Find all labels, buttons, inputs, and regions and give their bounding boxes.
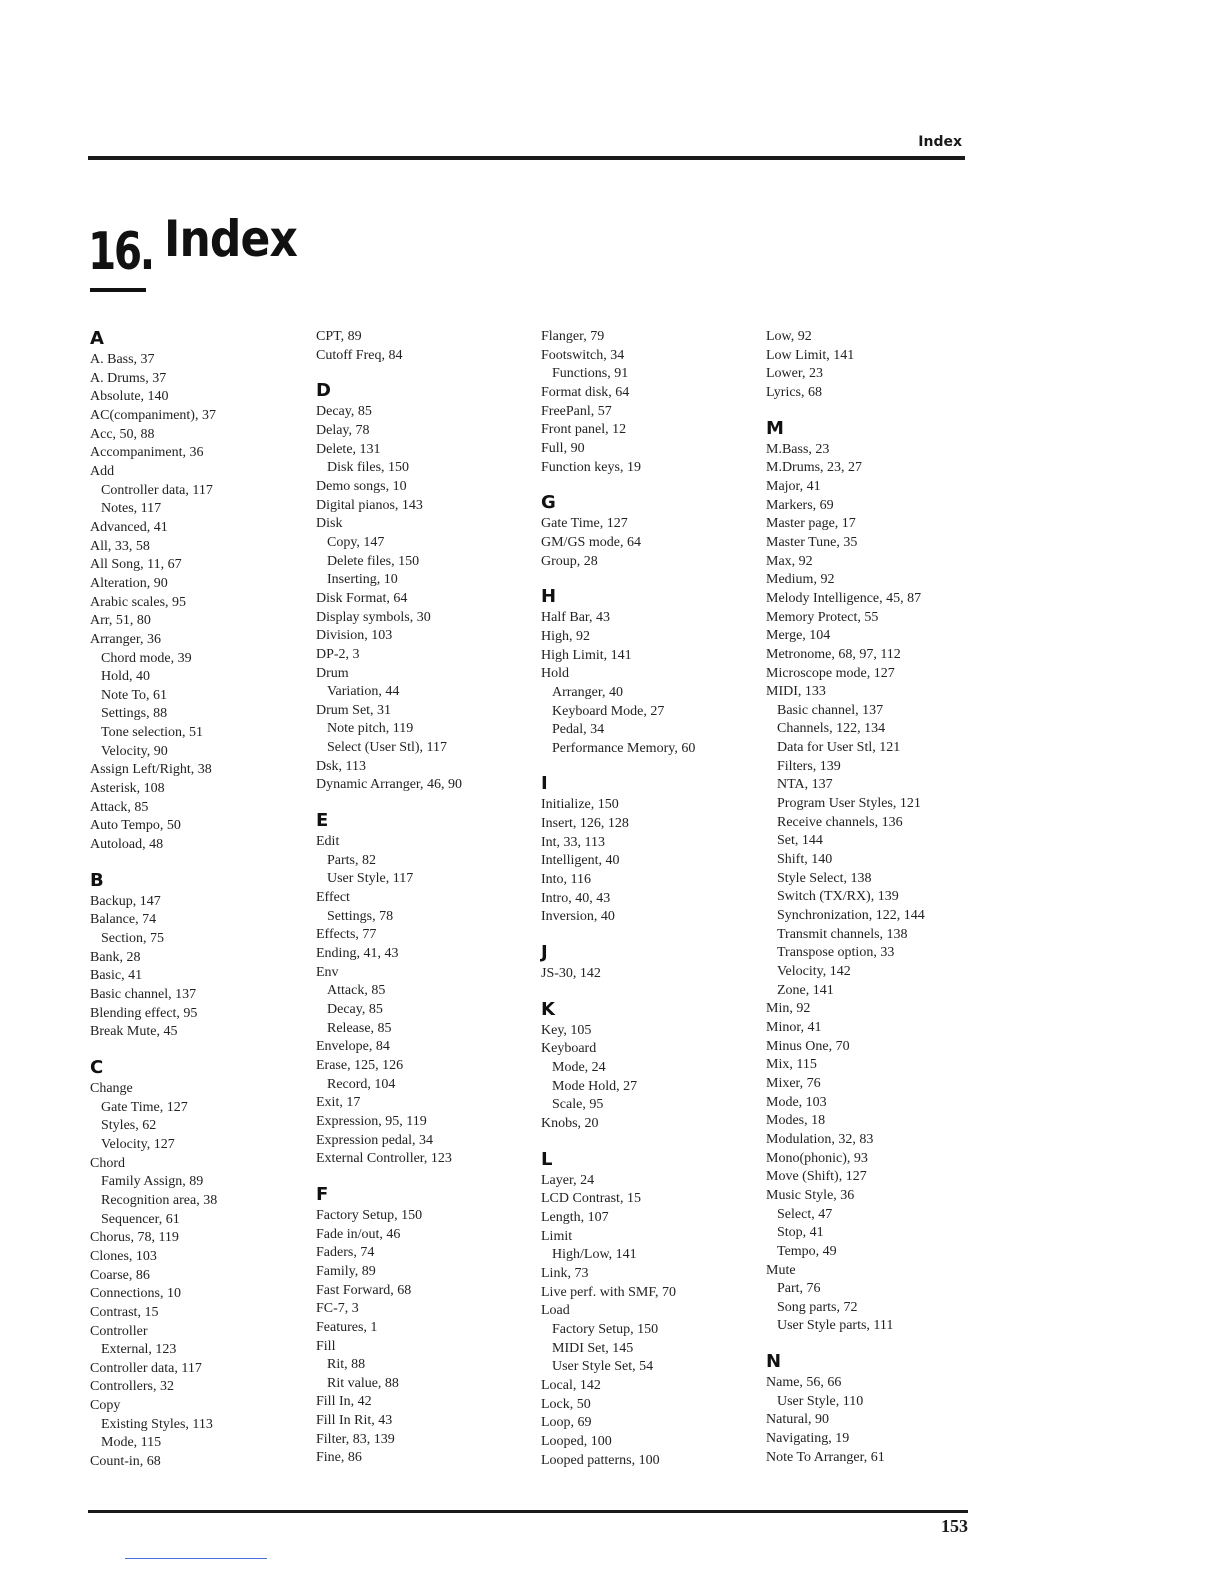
- index-subentry: Note pitch, 119: [327, 721, 414, 737]
- index-entry: Front panel, 12: [541, 422, 627, 438]
- index-entry: Break Mute, 45: [90, 1024, 178, 1040]
- index-subentry: High/Low, 141: [552, 1247, 637, 1263]
- index-entry: Controller: [90, 1323, 148, 1339]
- index-entry: Chorus, 78, 119: [90, 1230, 179, 1246]
- index-subentry: Controller data, 117: [101, 482, 213, 498]
- index-column-4: [766, 328, 981, 1467]
- index-entry: Fill In Rit, 43: [316, 1413, 393, 1429]
- index-entry: DP-2, 3: [316, 646, 360, 662]
- index-entry: Attack, 85: [90, 799, 149, 815]
- index-entry: Merge, 104: [766, 628, 831, 644]
- index-column-2: [316, 328, 531, 1468]
- index-subentry: Mode, 24: [552, 1060, 606, 1076]
- index-entry: Into, 116: [541, 872, 592, 888]
- index-entry: Modulation, 32, 83: [766, 1131, 874, 1147]
- index-entry: Digital pianos, 143: [316, 497, 423, 513]
- index-subentry: Gate Time, 127: [101, 1099, 188, 1115]
- index-entry: All Song, 11, 67: [90, 557, 182, 573]
- index-entry: Arranger, 36: [90, 631, 161, 647]
- index-subentry: Select (User Stl), 117: [327, 740, 448, 756]
- index-subentry: Rit, 88: [327, 1357, 366, 1373]
- index-subentry: Zone, 141: [777, 982, 834, 998]
- index-entry: Flanger, 79: [541, 329, 605, 344]
- index-subentry: Notes, 117: [101, 501, 162, 517]
- index-entry: A. Drums, 37: [90, 370, 167, 386]
- index-subentry: Variation, 44: [327, 684, 400, 700]
- index-subentry: Select, 47: [777, 1206, 833, 1222]
- index-subentry: Channels, 122, 134: [777, 721, 886, 737]
- index-entry: Modes, 18: [766, 1113, 826, 1129]
- index-entry: MIDI, 133: [766, 684, 826, 700]
- index-subentry: Tone selection, 51: [101, 725, 204, 741]
- index-entry: Count-in, 68: [90, 1454, 161, 1470]
- index-entry: Intelligent, 40: [541, 853, 620, 869]
- index-subentry: Section, 75: [101, 931, 164, 947]
- index-entry: Format disk, 64: [541, 384, 630, 400]
- index-entry: Key, 105: [541, 1022, 592, 1038]
- index-subentry: Switch (TX/RX), 139: [777, 889, 899, 905]
- index-entry: Fine, 86: [316, 1450, 362, 1466]
- index-entry: Edit: [316, 834, 340, 850]
- index-entry: Fast Forward, 68: [316, 1282, 412, 1298]
- index-entry: Basic, 41: [90, 968, 143, 984]
- index-subentry: Song parts, 72: [777, 1299, 858, 1315]
- index-subentry: Velocity, 90: [101, 743, 168, 759]
- index-letter-heading: D: [316, 380, 331, 402]
- index-subentry: User Style Set, 54: [552, 1359, 654, 1375]
- index-entry: Length, 107: [541, 1209, 609, 1225]
- index-entry: Ending, 41, 43: [316, 946, 399, 962]
- index-entry: Chord: [90, 1155, 125, 1171]
- index-entry: Advanced, 41: [90, 519, 168, 535]
- index-subentry: Copy, 147: [327, 534, 385, 550]
- index-entry: M.Bass, 23: [766, 441, 830, 457]
- index-entry: Asterisk, 108: [90, 781, 165, 797]
- index-entry: Effects, 77: [316, 927, 377, 943]
- index-entry: Copy: [90, 1398, 121, 1414]
- index-entry: Alteration, 90: [90, 575, 168, 591]
- index-entry: Contrast, 15: [90, 1304, 159, 1320]
- chapter-number: 16.: [88, 222, 153, 282]
- index-entry: Master Tune, 35: [766, 534, 858, 550]
- index-subentry: Attack, 85: [327, 983, 386, 999]
- index-entry: JS-30, 142: [541, 966, 601, 982]
- index-entry: Dsk, 113: [316, 758, 367, 774]
- index-subentry: Velocity, 142: [777, 964, 851, 979]
- index-entry: Auto Tempo, 50: [90, 818, 181, 834]
- index-entry: Mixer, 76: [766, 1075, 821, 1091]
- index-entry: Env: [316, 964, 339, 980]
- index-letter-heading: G: [541, 492, 556, 514]
- index-subentry: Arranger, 40: [552, 684, 623, 700]
- index-entry: Cutoff Freq, 84: [316, 347, 403, 363]
- index-subentry: Record, 104: [327, 1076, 396, 1092]
- index-entry: Full, 90: [541, 440, 585, 456]
- index-subentry: Recognition area, 38: [101, 1192, 218, 1208]
- index-subentry: Pedal, 34: [552, 722, 605, 738]
- index-subentry: MIDI Set, 145: [552, 1340, 634, 1356]
- index-subentry: Tempo, 49: [777, 1243, 837, 1259]
- index-letter-heading: B: [90, 869, 104, 891]
- index-entry: Factory Setup, 150: [316, 1207, 423, 1223]
- index-letter-heading: J: [541, 942, 548, 964]
- index-entry: Live perf. with SMF, 70: [541, 1284, 676, 1300]
- index-entry: Demo songs, 10: [316, 478, 407, 494]
- index-entry: Controller data, 117: [90, 1360, 202, 1376]
- index-subentry: Note To, 61: [101, 687, 168, 703]
- index-entry: Drum Set, 31: [316, 702, 392, 718]
- index-subentry: Mode Hold, 27: [552, 1078, 638, 1094]
- index-letter-heading: N: [766, 1351, 782, 1373]
- index-letter-heading: K: [541, 998, 555, 1020]
- index-entry: Metronome, 68, 97, 112: [766, 646, 901, 662]
- index-column-3: [541, 328, 756, 1470]
- index-entry: Minor, 41: [766, 1019, 822, 1035]
- index-subentry: Basic channel, 137: [777, 702, 884, 718]
- index-subentry: Set, 144: [777, 833, 823, 849]
- index-entry: Clones, 103: [90, 1248, 157, 1264]
- index-entry: Mode, 103: [766, 1094, 827, 1110]
- index-entry: Delay, 78: [316, 422, 370, 438]
- index-subentry: Family Assign, 89: [101, 1174, 204, 1190]
- index-subentry: Styles, 62: [101, 1118, 157, 1134]
- index-entry: Assign Left/Right, 38: [90, 762, 212, 778]
- index-entry: Initialize, 150: [541, 797, 619, 813]
- index-entry: Envelope, 84: [316, 1039, 390, 1055]
- index-subentry: Data for User Stl, 121: [777, 740, 901, 756]
- index-entry: Half Bar, 43: [541, 610, 611, 626]
- index-subentry: Part, 76: [777, 1281, 821, 1297]
- index-subentry: External, 123: [101, 1342, 177, 1358]
- index-entry: Fade in/out, 46: [316, 1226, 401, 1242]
- index-entry: GM/GS mode, 64: [541, 534, 641, 550]
- index-entry: Arr, 51, 80: [90, 613, 151, 629]
- index-entry: Arabic scales, 95: [90, 594, 187, 610]
- index-letter-heading: C: [90, 1056, 104, 1078]
- index-entry: Int, 33, 113: [541, 834, 606, 850]
- index-entry: Low Limit, 141: [766, 347, 855, 363]
- index-entry: External Controller, 123: [316, 1151, 452, 1167]
- index-letter-heading: L: [541, 1148, 553, 1170]
- index-entry: Expression pedal, 34: [316, 1132, 434, 1148]
- index-entry: CPT, 89: [316, 329, 362, 344]
- index-subentry: Disk files, 150: [327, 460, 410, 476]
- decorative-blue-line: [125, 1558, 267, 1559]
- index-subentry: Transpose option, 33: [777, 945, 895, 961]
- index-entry: A. Bass, 37: [90, 352, 155, 367]
- index-entry: Insert, 126, 128: [541, 816, 629, 832]
- index-entry: Max, 92: [766, 553, 813, 569]
- index-entry: Medium, 92: [766, 572, 835, 588]
- index-entry: Memory Protect, 55: [766, 609, 879, 625]
- index-entry: Keyboard: [541, 1041, 597, 1057]
- running-header: Index: [918, 134, 962, 150]
- index-entry: Expression, 95, 119: [316, 1113, 427, 1129]
- index-entry: Fill: [316, 1338, 336, 1354]
- index-subentry: Inserting, 10: [327, 572, 398, 588]
- index-subentry: Chord mode, 39: [101, 650, 192, 666]
- top-rule: [88, 156, 965, 160]
- index-letter-heading: I: [541, 773, 548, 795]
- index-entry: Link, 73: [541, 1265, 589, 1281]
- index-entry: Markers, 69: [766, 497, 834, 513]
- bottom-rule: [88, 1510, 968, 1513]
- index-entry: Min, 92: [766, 1001, 811, 1017]
- chapter-number-underline: [90, 288, 146, 292]
- page-number: 153: [941, 1516, 968, 1536]
- index-entry: FC-7, 3: [316, 1301, 359, 1317]
- index-entry: FreePanl, 57: [541, 403, 612, 419]
- index-entry: Gate Time, 127: [541, 516, 628, 532]
- index-subentry: Settings, 78: [327, 908, 394, 924]
- index-entry: Lock, 50: [541, 1396, 591, 1412]
- index-entry: Family, 89: [316, 1263, 376, 1279]
- index-entry: Function keys, 19: [541, 459, 641, 475]
- index-letter-heading: H: [541, 586, 557, 608]
- index-subentry: Delete files, 150: [327, 553, 420, 569]
- index-subentry: Shift, 140: [777, 852, 833, 868]
- index-entry: Navigating, 19: [766, 1431, 850, 1447]
- index-subentry: Mode, 115: [101, 1435, 162, 1451]
- index-entry: Note To Arranger, 61: [766, 1449, 885, 1465]
- index-subentry: Release, 85: [327, 1020, 392, 1036]
- index-entry: Group, 28: [541, 553, 598, 569]
- index-entry: Load: [541, 1303, 570, 1319]
- index-entry: Fill In, 42: [316, 1394, 372, 1410]
- index-subentry: User Style, 117: [327, 871, 414, 887]
- index-subentry: Performance Memory, 60: [552, 740, 696, 756]
- index-subentry: Existing Styles, 113: [101, 1416, 213, 1432]
- index-letter-heading: M: [766, 417, 784, 439]
- index-entry: Exit, 17: [316, 1095, 361, 1111]
- index-entry: Natural, 90: [766, 1412, 829, 1428]
- index-entry: LCD Contrast, 15: [541, 1191, 641, 1207]
- index-subentry: User Style parts, 111: [777, 1318, 894, 1334]
- index-entry: Bank, 28: [90, 949, 141, 965]
- index-entry: Delete, 131: [316, 441, 381, 457]
- index-entry: Inversion, 40: [541, 909, 615, 925]
- index-entry: Filter, 83, 139: [316, 1431, 395, 1447]
- index-entry: Coarse, 86: [90, 1267, 150, 1283]
- index-subentry: Keyboard Mode, 27: [552, 703, 665, 719]
- index-subentry: Scale, 95: [552, 1097, 604, 1113]
- index-subentry: Parts, 82: [327, 852, 376, 868]
- index-entry: High Limit, 141: [541, 647, 632, 663]
- index-entry: Mono(phonic), 93: [766, 1150, 868, 1166]
- index-subentry: Factory Setup, 150: [552, 1321, 659, 1337]
- index-entry: Intro, 40, 43: [541, 890, 611, 906]
- index-subentry: Stop, 41: [777, 1225, 824, 1241]
- index-entry: Balance, 74: [90, 912, 157, 928]
- index-subentry: NTA, 137: [777, 777, 833, 793]
- index-subentry: Receive channels, 136: [777, 814, 903, 830]
- index-entry: Music Style, 36: [766, 1187, 855, 1203]
- index-column-1: [90, 328, 305, 1472]
- index-entry: Low, 92: [766, 329, 812, 344]
- index-entry: Major, 41: [766, 478, 821, 494]
- index-entry: Autoload, 48: [90, 837, 164, 853]
- index-subentry: Transmit channels, 138: [777, 926, 908, 942]
- index-subentry: User Style, 110: [777, 1393, 864, 1409]
- index-entry: Backup, 147: [90, 893, 161, 909]
- index-subentry: Hold, 40: [101, 669, 150, 685]
- index-entry: Division, 103: [316, 628, 393, 644]
- index-entry: Looped patterns, 100: [541, 1452, 660, 1468]
- index-entry: Change: [90, 1080, 133, 1096]
- index-subentry: Functions, 91: [552, 366, 629, 382]
- index-subentry: Decay, 85: [327, 1002, 383, 1017]
- index-entry: Loop, 69: [541, 1415, 592, 1431]
- index-subentry: Velocity, 127: [101, 1136, 175, 1152]
- index-entry: Features, 1: [316, 1319, 378, 1335]
- index-entry: Minus One, 70: [766, 1038, 850, 1054]
- index-entry: Erase, 125, 126: [316, 1057, 404, 1073]
- index-subentry: Rit value, 88: [327, 1375, 399, 1391]
- index-entry: Move (Shift), 127: [766, 1169, 867, 1185]
- index-entry: Disk Format, 64: [316, 590, 408, 606]
- index-entry: Knobs, 20: [541, 1116, 599, 1131]
- index-entry: Connections, 10: [90, 1286, 181, 1302]
- index-entry: M.Drums, 23, 27: [766, 460, 863, 476]
- index-entry: AC(companiment), 37: [90, 407, 216, 423]
- index-entry: Local, 142: [541, 1377, 601, 1393]
- index-entry: Drum: [316, 665, 349, 681]
- index-entry: Melody Intelligence, 45, 87: [766, 590, 922, 606]
- index-subentry: Style Select, 138: [777, 870, 872, 886]
- index-entry: High, 92: [541, 628, 590, 644]
- index-entry: Disk: [316, 516, 343, 532]
- chapter-title: Index: [164, 210, 298, 268]
- index-letter-heading: A: [90, 328, 104, 349]
- index-entry: Accompaniment, 36: [90, 445, 204, 461]
- index-subentry: Sequencer, 61: [101, 1211, 180, 1227]
- index-entry: Decay, 85: [316, 404, 372, 420]
- index-entry: Layer, 24: [541, 1172, 595, 1188]
- index-entry: Add: [90, 463, 115, 479]
- index-entry: Faders, 74: [316, 1245, 375, 1261]
- index-entry: Name, 56, 66: [766, 1375, 842, 1391]
- index-letter-heading: E: [316, 810, 329, 832]
- index-subentry: Filters, 139: [777, 758, 841, 774]
- index-entry: Display symbols, 30: [316, 609, 431, 625]
- index-entry: Microscope mode, 127: [766, 665, 895, 681]
- index-entry: Master page, 17: [766, 516, 856, 532]
- index-entry: Mix, 115: [766, 1057, 817, 1073]
- index-entry: Blending effect, 95: [90, 1005, 198, 1021]
- index-entry: Controllers, 32: [90, 1379, 174, 1395]
- index-entry: Effect: [316, 890, 350, 906]
- index-subentry: Settings, 88: [101, 706, 168, 722]
- index-entry: Lyrics, 68: [766, 384, 822, 400]
- index-entry: Mute: [766, 1262, 796, 1278]
- index-entry: Looped, 100: [541, 1433, 612, 1449]
- index-subentry: Program User Styles, 121: [777, 796, 921, 812]
- index-entry: Lower, 23: [766, 366, 823, 382]
- index-entry: All, 33, 58: [90, 538, 150, 554]
- index-entry: Dynamic Arranger, 46, 90: [316, 777, 463, 793]
- index-letter-heading: F: [316, 1183, 329, 1205]
- index-subentry: Synchronization, 122, 144: [777, 908, 925, 924]
- index-entry: Basic channel, 137: [90, 987, 197, 1002]
- index-entry: Limit: [541, 1228, 573, 1244]
- index-entry: Absolute, 140: [90, 389, 169, 405]
- index-entry: Acc, 50, 88: [90, 426, 155, 442]
- index-entry: Footswitch, 34: [541, 347, 625, 363]
- index-entry: Hold: [541, 666, 569, 682]
